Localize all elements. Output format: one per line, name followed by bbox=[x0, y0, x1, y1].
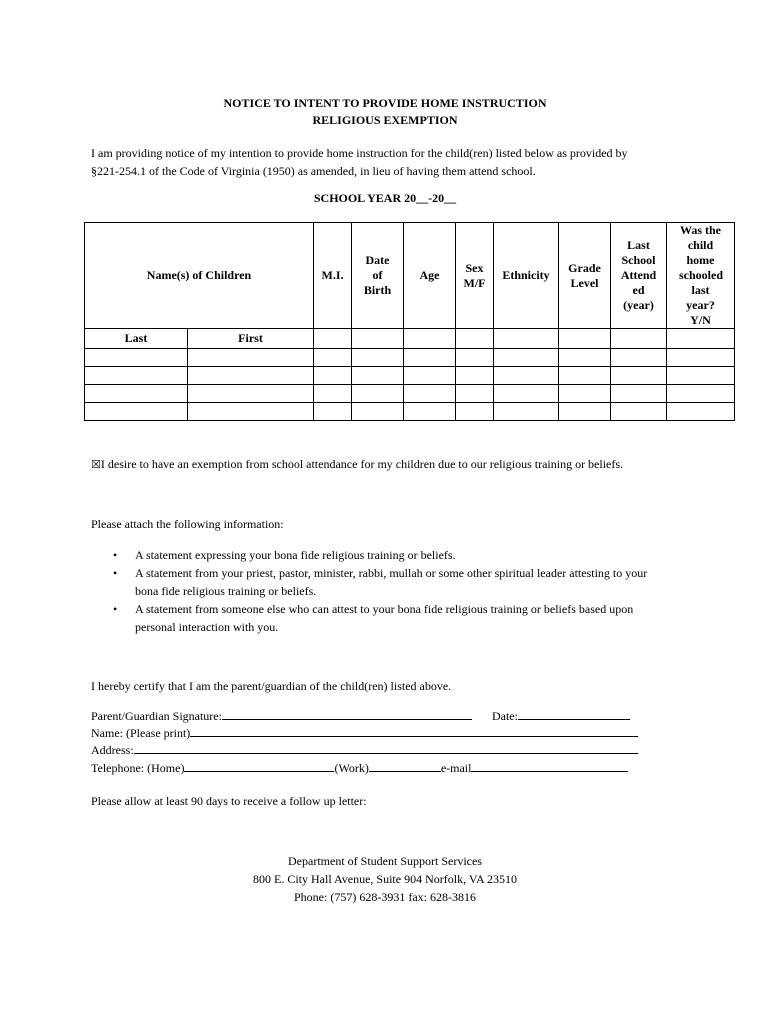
table-cell[interactable] bbox=[188, 385, 314, 403]
table-cell[interactable] bbox=[188, 403, 314, 421]
table-cell[interactable] bbox=[611, 349, 667, 367]
table-cell[interactable] bbox=[494, 349, 559, 367]
header-names: Name(s) of Children bbox=[85, 223, 314, 329]
attachment-list bbox=[113, 546, 713, 636]
table-cell[interactable] bbox=[667, 403, 735, 421]
form-title bbox=[0, 95, 770, 129]
work-phone-field[interactable] bbox=[369, 759, 441, 772]
list-item-line-1: A statement expressing your bona fide religious training or beliefs. bbox=[135, 548, 456, 562]
address-label: Address: bbox=[91, 743, 134, 757]
intro-line-1: I am providing notice of my intention to provide home instruction for the child(ren) listed below as provided by bbox=[91, 146, 628, 160]
title-line-1: NOTICE TO INTENT TO PROVIDE HOME INSTRUCTION bbox=[223, 96, 547, 110]
header-age: Age bbox=[404, 223, 456, 329]
subheader-first: First bbox=[188, 329, 314, 349]
list-item-line-2: bona fide religious training or beliefs. bbox=[135, 584, 317, 598]
table-cell[interactable] bbox=[494, 403, 559, 421]
intro-paragraph bbox=[91, 144, 628, 180]
table-cell[interactable] bbox=[494, 329, 559, 349]
footer-address: 800 E. City Hall Avenue, Suite 904 Norfolk, VA 23510 bbox=[253, 872, 517, 886]
title-line-2: RELIGIOUS EXEMPTION bbox=[312, 113, 458, 127]
table-cell[interactable] bbox=[494, 367, 559, 385]
table-cell[interactable] bbox=[456, 349, 494, 367]
table-cell[interactable] bbox=[456, 367, 494, 385]
header-last-school: Last School Attend ed (year) bbox=[611, 223, 667, 329]
table-cell[interactable] bbox=[404, 349, 456, 367]
table-cell[interactable] bbox=[456, 329, 494, 349]
signature-field[interactable] bbox=[222, 707, 472, 720]
work-phone-label: (Work) bbox=[334, 761, 369, 775]
header-grade: Grade Level bbox=[559, 223, 611, 329]
table-cell[interactable] bbox=[85, 349, 188, 367]
table-cell[interactable] bbox=[352, 385, 404, 403]
table-cell[interactable] bbox=[611, 367, 667, 385]
header-ethnicity: Ethnicity bbox=[494, 223, 559, 329]
table-cell[interactable] bbox=[559, 367, 611, 385]
list-item bbox=[113, 600, 713, 636]
footer-phone: Phone: (757) 628-3931 fax: 628-3816 bbox=[294, 890, 476, 904]
bullet-icon: • bbox=[113, 602, 118, 616]
table-cell[interactable] bbox=[667, 349, 735, 367]
list-item bbox=[113, 564, 713, 600]
address-row bbox=[91, 741, 638, 759]
exemption-text: I desire to have an exemption from school attendance for my children due to our religious training or beliefs. bbox=[100, 457, 624, 471]
bullet-icon: • bbox=[113, 548, 118, 562]
table-cell[interactable] bbox=[352, 403, 404, 421]
subheader-last: Last bbox=[85, 329, 188, 349]
table-cell[interactable] bbox=[404, 367, 456, 385]
name-row bbox=[91, 724, 638, 742]
address-field[interactable] bbox=[134, 741, 638, 754]
followup-note: Please allow at least 90 days to receive a follow up letter: bbox=[91, 794, 367, 808]
table-cell[interactable] bbox=[494, 385, 559, 403]
table-cell[interactable] bbox=[85, 403, 188, 421]
header-dob: Date of Birth bbox=[352, 223, 404, 329]
header-mi: M.I. bbox=[314, 223, 352, 329]
header-homeschooled: Was the child home schooled last year? Y/N bbox=[667, 223, 735, 329]
telephone-row bbox=[91, 759, 628, 777]
table-cell[interactable] bbox=[188, 367, 314, 385]
home-phone-label: Telephone: (Home) bbox=[91, 761, 185, 775]
table-cell[interactable] bbox=[559, 349, 611, 367]
certify-statement: I hereby certify that I am the parent/guardian of the child(ren) listed above. bbox=[91, 679, 452, 693]
table-row bbox=[85, 349, 735, 367]
list-item-line-1: A statement from someone else who can attest to your bona fide religious training or beliefs based upon bbox=[135, 602, 634, 616]
header-sex: Sex M/F bbox=[456, 223, 494, 329]
children-table bbox=[84, 222, 735, 421]
table-cell[interactable] bbox=[559, 329, 611, 349]
list-item bbox=[113, 546, 713, 564]
table-cell[interactable] bbox=[456, 403, 494, 421]
footer-contact bbox=[0, 852, 770, 906]
table-header-row bbox=[85, 223, 735, 329]
table-cell[interactable] bbox=[404, 403, 456, 421]
signature-label: Parent/Guardian Signature: bbox=[91, 709, 222, 723]
table-cell[interactable] bbox=[667, 385, 735, 403]
signature-row bbox=[91, 707, 630, 725]
home-phone-field[interactable] bbox=[184, 759, 334, 772]
footer-department: Department of Student Support Services bbox=[288, 854, 482, 868]
table-cell[interactable] bbox=[314, 349, 352, 367]
table-cell[interactable] bbox=[352, 329, 404, 349]
name-field[interactable] bbox=[190, 724, 638, 737]
table-cell[interactable] bbox=[667, 367, 735, 385]
date-label: Date: bbox=[491, 709, 518, 723]
table-cell[interactable] bbox=[85, 367, 188, 385]
email-label: e-mail bbox=[440, 761, 472, 775]
date-field[interactable] bbox=[518, 707, 630, 720]
table-cell[interactable] bbox=[314, 403, 352, 421]
table-cell[interactable] bbox=[352, 349, 404, 367]
exemption-line bbox=[91, 455, 623, 474]
table-cell[interactable] bbox=[559, 385, 611, 403]
table-cell[interactable] bbox=[352, 367, 404, 385]
table-subheader-row bbox=[85, 329, 735, 349]
list-item-line-1: A statement from your priest, pastor, minister, rabbi, mullah or some other spiritual leader attesting to your bbox=[135, 566, 648, 580]
table-row bbox=[85, 403, 735, 421]
table-row bbox=[85, 367, 735, 385]
intro-line-2: §221-254.1 of the Code of Virginia (1950) as amended, in lieu of having them attend school. bbox=[91, 164, 536, 178]
table-row bbox=[85, 385, 735, 403]
exemption-checkbox[interactable]: ☒ bbox=[91, 458, 101, 471]
table-cell[interactable] bbox=[85, 385, 188, 403]
school-year-heading: SCHOOL YEAR 20__-20__ bbox=[313, 191, 457, 205]
bullet-icon: • bbox=[113, 566, 118, 580]
table-cell[interactable] bbox=[314, 385, 352, 403]
table-cell[interactable] bbox=[314, 329, 352, 349]
table-cell[interactable] bbox=[314, 367, 352, 385]
table-cell[interactable] bbox=[404, 329, 456, 349]
table-cell[interactable] bbox=[667, 329, 735, 349]
name-label: Name: (Please print) bbox=[91, 726, 191, 740]
table-cell[interactable] bbox=[611, 329, 667, 349]
email-field[interactable] bbox=[471, 759, 628, 772]
table-cell[interactable] bbox=[559, 403, 611, 421]
table-cell[interactable] bbox=[188, 349, 314, 367]
table-cell[interactable] bbox=[456, 385, 494, 403]
table-cell[interactable] bbox=[611, 385, 667, 403]
table-cell[interactable] bbox=[404, 385, 456, 403]
attach-intro: Please attach the following information: bbox=[91, 517, 284, 531]
table-cell[interactable] bbox=[611, 403, 667, 421]
list-item-line-2: personal interaction with you. bbox=[135, 620, 279, 634]
